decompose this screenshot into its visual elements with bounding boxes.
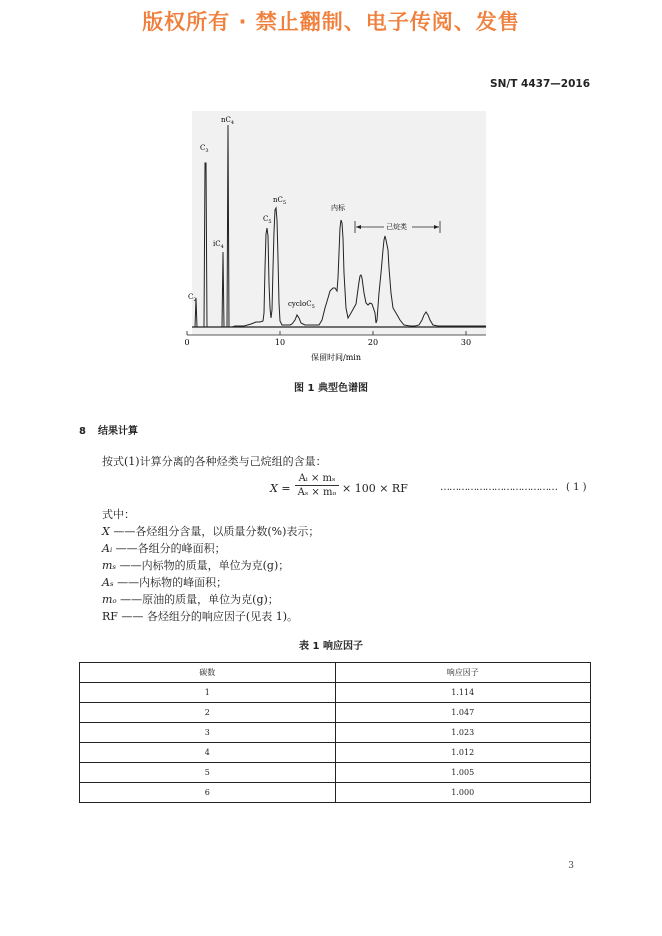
definition-item [102,542,226,556]
definition-item [102,610,298,624]
table-cell: 5 [80,763,336,783]
table-row [80,743,591,763]
x-tick-label: 10 [274,338,286,347]
table-cell: 1 [80,683,336,703]
definition-text: ——原油的质量，单位为克(g)； [116,593,279,606]
peak-label-c5: $C_5$ [263,215,272,225]
table-cell: 6 [80,783,336,803]
formula-rest: × 100 × RF [342,482,408,495]
definition-text: ——各组分的峰面积； [112,542,226,555]
table-header-row [80,663,591,683]
section-number: 8 [79,426,86,437]
table-cell: 1.012 [335,743,591,763]
peak-label-nc5: $nC_5$ [273,196,287,206]
table-cell: 2 [80,703,336,723]
x-tick-label: 20 [367,338,379,347]
chromatogram-figure [176,108,496,366]
table-cell: 3 [80,723,336,743]
chart-background [192,111,486,335]
definition-item [102,593,279,607]
definition-symbol: mₒ [102,593,117,606]
formula-fraction [295,473,339,498]
definition-text: ——各烃组分含量，以质量分数(%)表示； [109,525,320,538]
response-factor-table [79,662,591,803]
column-header: 碳数 [80,663,336,683]
peak-label-hexanes: 己烷类 [386,223,407,231]
definition-symbol: mₛ [102,559,117,572]
formula-lhs: X = [270,482,291,495]
definition-item [102,576,227,590]
table-cell: 1.023 [335,723,591,743]
table-row [80,723,591,743]
table-cell: 1.005 [335,763,591,783]
peak-label-c3: $C_3$ [200,144,209,154]
definition-text: —— 各烃组分的响应因子(见表 1)。 [117,610,298,623]
peak-label-c2: $C_2$ [188,293,197,303]
formula-numerator: Aᵢ × mₛ [295,473,339,486]
standard-code: SN/T 4437—2016 [490,78,590,90]
where-label: 式中： [102,508,135,521]
figure-caption: 图 1 典型色谱图 [294,383,368,394]
table-row [80,783,591,803]
section-heading [79,422,138,437]
table-cell: 1.114 [335,683,591,703]
formula-number: ( 1 ) [566,482,587,493]
x-tick-label: 30 [460,338,472,347]
table-title: 表 1 响应因子 [299,641,363,652]
table-cell: 1.047 [335,703,591,723]
column-header: 响应因子 [335,663,591,683]
table-row [80,683,591,703]
peak-label-ic4: $iC_4$ [213,240,224,250]
x-tick-label: 0 [184,338,190,347]
table-row [80,763,591,783]
definition-symbol: X [102,525,110,538]
watermark-text: 版权所有 · 禁止翻制、电子传阅、发售 [142,10,520,34]
formula-denominator: Aₛ × mₒ [297,487,337,498]
definition-item [102,559,289,573]
page-number: 3 [568,861,574,871]
x-axis-label: 保留时间/min [311,353,361,362]
table-cell: 1.000 [335,783,591,803]
formula-leader-dots: ………………………………… [440,482,557,493]
definition-text: ——内标物的峰面积； [113,576,228,589]
peak-label-nc4: $nC_4$ [221,116,235,126]
definition-symbol: RF [102,610,118,623]
intro-paragraph: 按式(1)计算分离的各种烃类与己烷组的含量： [102,455,327,468]
definition-symbol: Aᵢ [102,542,113,555]
section-title: 结果计算 [97,426,138,437]
peak-label-internal-standard: 内标 [331,204,345,212]
definition-item [102,525,319,539]
peak-label-cyclo-c5: cycloC$_5$ [288,300,315,310]
table-cell: 4 [80,743,336,763]
table-row [80,703,591,723]
definition-text: ——内标物的质量，单位为克(g)； [116,559,290,572]
definition-symbol: Aₛ [102,576,114,589]
